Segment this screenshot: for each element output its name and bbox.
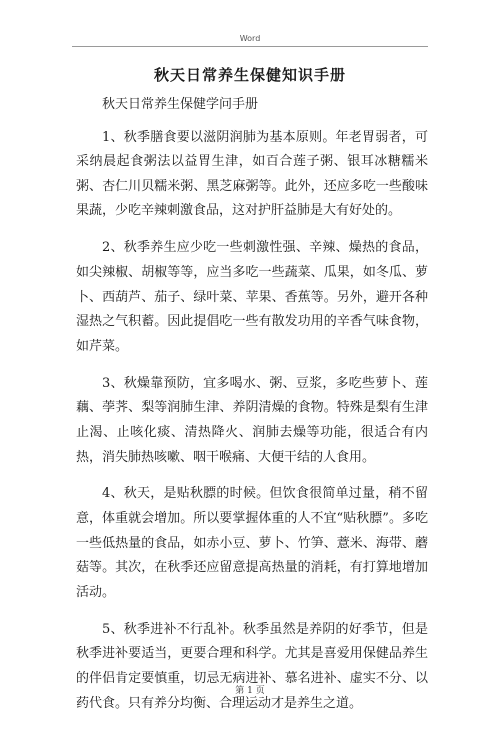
page-number: 第 1 页: [235, 686, 265, 696]
paragraph-5: 5、秋季进补不行乱补。秋季虽然是养阴的好季节，但是秋季进补要适当，更要合理和科学。尤其是喜爱用保健品养生的伴侣肯定要慎重，切忌无病进补、慕名进补、虚实不分、以药代食。只有养分均衡、合理运动才是养生之道。: [76, 621, 428, 711]
document-title: 秋天日常养生保健知识手册: [153, 66, 346, 84]
paragraph-1: 1、秋季膳食要以滋阴润肺为基本原则。年老胃弱者，可采纳晨起食粥法以益胃生津，如百合莲子粥、银耳冰糖糯米粥、杏仁川贝糯米粥、黑芝麻粥等。此外，还应多吃一些酸味果蔬，少吃辛辣刺激食品，这对护肝益肺是大有好处的。: [76, 129, 428, 219]
header-label: Word: [239, 34, 261, 43]
paragraph-4: 4、秋天，是贴秋膘的时候。但饮食很简单过量，稍不留意，体重就会增加。所以要掌握体重的人不宜“贴秋膘”。多吃一些低热量的食品，如赤小豆、萝卜、竹笋、薏米、海带、蘑菇等。其次，在秋季还应留意提高热量的消耗，有打算地增加活动。: [76, 486, 428, 600]
header-divider: [72, 46, 428, 47]
document-subtitle: 秋天日常养生保健学问手册: [102, 97, 259, 112]
paragraph-3: 3、秋燥靠预防，宜多喝水、粥、豆浆，多吃些萝卜、莲藕、荸荠、梨等润肺生津、养阴清燥的食物。特殊是梨有生津止渴、止咳化痰、清热降火、润肺去燥等功能，很适合有内热，消失肺热咳嗽、咽干喉痛、大便干结的人食用。: [76, 375, 428, 465]
paragraph-2: 2、秋季养生应少吃一些刺激性强、辛辣、燥热的食品，如尖辣椒、胡椒等等，应当多吃一些蔬菜、瓜果，如冬瓜、萝卜、西葫芦、茄子、绿叶菜、苹果、香蕉等。另外，避开各种湿热之气积蓄。因此提倡吃一些有散发功用的辛香气味食物，如芹菜。: [76, 240, 428, 354]
document-body: [76, 93, 428, 729]
